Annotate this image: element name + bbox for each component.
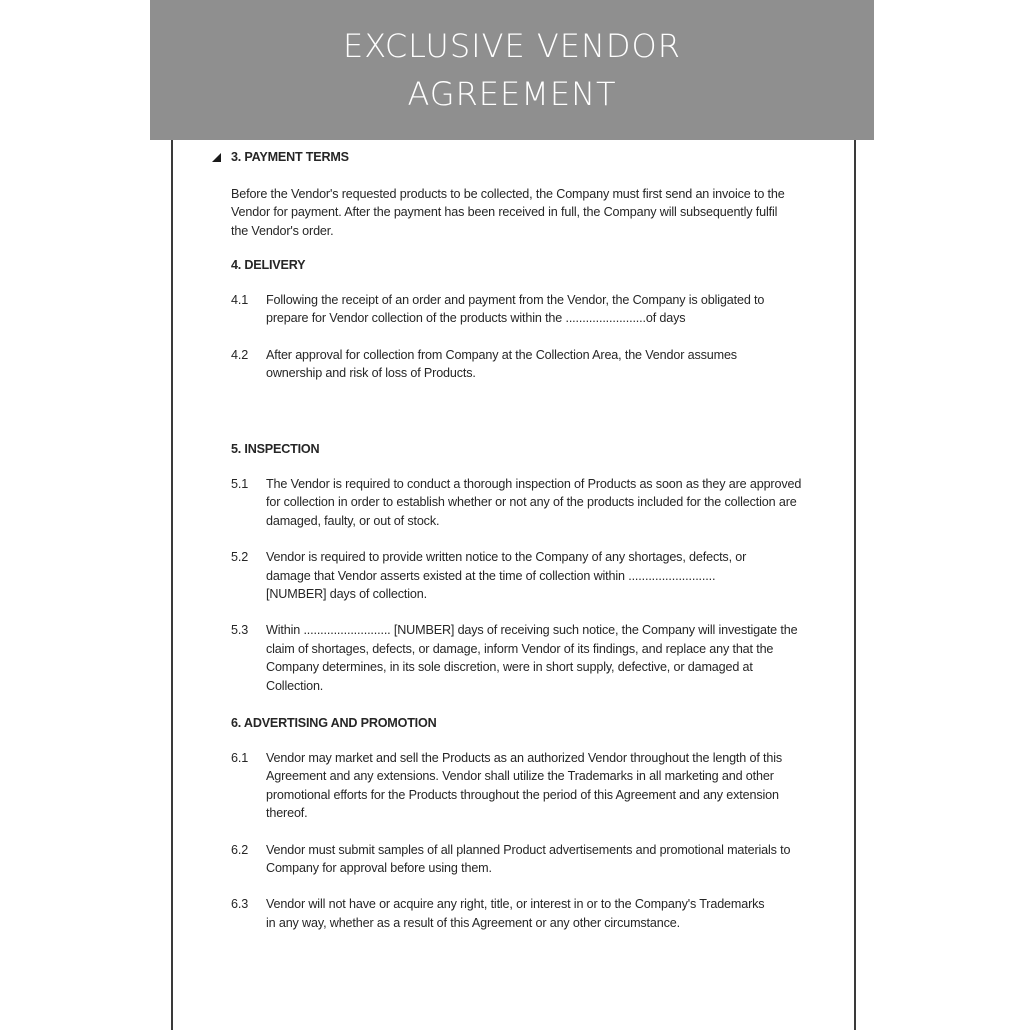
clause-6-2 xyxy=(231,841,811,878)
clause-text: Vendor must submit samples of all planned Product advertisements and promotional materials to Company for approval before using them. xyxy=(266,842,791,876)
clause-text: Within .......................... [NUMBER] days of receiving such notice, the Company will investigate the claim of shortages, defects, or damage, inform Vendor of its findings, and replace any that the Company determines, in its sole discretion, were in short supply, defective, or damaged at Collection. xyxy=(266,623,798,693)
clause-number: 5.2 xyxy=(231,550,249,565)
section-payment-terms xyxy=(231,147,811,240)
clause-5-1 xyxy=(231,475,811,530)
banner-title-line-2: AGREEMENT xyxy=(407,75,617,113)
clause-6-3 xyxy=(231,895,811,932)
clause-6-1 xyxy=(231,749,811,823)
clause-5-2 xyxy=(231,548,811,603)
clause-text: Vendor is required to provide written notice to the Company of any shortages, defects, or damage that Vendor asserts existed at the time of collection within .......................... [NUMBER] days of collection. xyxy=(266,550,747,602)
clause-text: Vendor may market and sell the Products as an authorized Vendor throughout the length of this Agreement and any extensions. Vendor shall utilize the Trademarks in all marketing and other promotional efforts for the Products throughout the period of this Agreement and any extension thereof. xyxy=(266,751,783,821)
clause-number: 6.1 xyxy=(231,751,249,765)
clause-number: 6.2 xyxy=(231,842,249,857)
section-advertising-promotion xyxy=(231,713,811,932)
clause-text: The Vendor is required to conduct a thorough inspection of Products as soon as they are approved for collection in order to establish whether or not any of the products included for the collection are damaged, faulty, or out of stock. xyxy=(266,477,802,528)
clause-text: After approval for collection from Company at the Collection Area, the Vendor assumes ownership and risk of loss of Products. xyxy=(266,347,737,381)
section-heading: 6. ADVERTISING AND PROMOTION xyxy=(231,716,437,730)
clause-number: 4.2 xyxy=(231,347,249,362)
banner-title-line-1: EXCLUSIVE VENDOR xyxy=(343,27,681,65)
clause-number: 6.3 xyxy=(231,897,249,912)
clause-number: 5.1 xyxy=(231,477,249,491)
clause-text: Vendor will not have or acquire any right, title, or interest in or to the Company's Trademarks in any way, whether as a result of this Agreement or any other circumstance. xyxy=(266,897,765,930)
section-delivery xyxy=(231,255,811,383)
section-body: Before the Vendor's requested products to be collected, the Company must first send an invoice to the Vendor for payment. After the payment has been received in full, the Company will subsequently fulfil the Vendor's order. xyxy=(231,187,785,238)
clause-number: 4.1 xyxy=(231,293,249,307)
clause-text: Following the receipt of an order and payment from the Vendor, the Company is obligated to prepare for Vendor collection of the products within the ........................of days xyxy=(266,293,765,326)
clause-number: 5.3 xyxy=(231,623,249,638)
section-heading-text: 3. PAYMENT TERMS xyxy=(231,150,349,164)
triangle-collapse-icon[interactable] xyxy=(212,153,221,162)
title-banner xyxy=(150,0,874,140)
section-heading: 5. INSPECTION xyxy=(231,442,320,456)
clause-4-1 xyxy=(231,291,811,328)
section-heading: 4. DELIVERY xyxy=(231,258,306,272)
clause-4-2 xyxy=(231,346,811,383)
section-heading xyxy=(231,147,811,167)
clause-5-3 xyxy=(231,621,811,695)
section-inspection xyxy=(231,439,811,695)
